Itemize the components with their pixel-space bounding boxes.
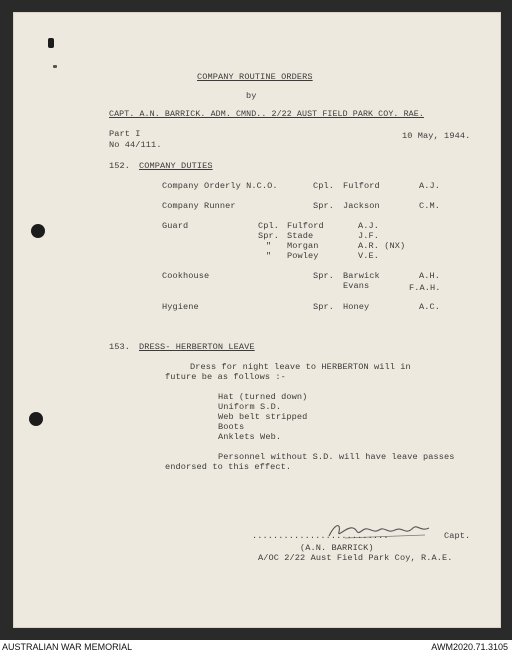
signatory-title: A/OC 2/22 Aust Field Park Coy, R.A.E. (258, 553, 453, 563)
duty-role: Company Runner (162, 201, 236, 211)
guard-initials: A.J. (358, 221, 380, 231)
signatory-name: (A.N. BARRICK) (300, 543, 374, 553)
commander-line: CAPT. A.N. BARRICK. ADM. CMND.. 2/22 AUST FIELD PARK COY. RAE. (109, 110, 424, 119)
signature-dots: .......................... (252, 531, 389, 541)
guard-name: Stade (287, 231, 314, 241)
section-153-heading: DRESS- HERBERTON LEAVE (139, 342, 255, 352)
paragraph-line: Dress for night leave to HERBERTON will in (190, 362, 411, 372)
cookhouse-role: Cookhouse (162, 271, 210, 281)
section-153-number: 153. (109, 342, 131, 352)
paragraph-line: future be as follows :- (165, 372, 286, 382)
duty-rank: Cpl. (313, 181, 335, 191)
punch-hole-top (31, 224, 45, 238)
tear-mark-small (53, 65, 57, 68)
order-date: 10 May, 1944. (402, 131, 471, 141)
guard-initials: V.E. (358, 251, 380, 261)
guard-initials: J.F. (358, 231, 380, 241)
order-number: No 44/111. (109, 140, 162, 150)
dress-item: Uniform S.D. (218, 402, 282, 412)
section-152-heading: COMPANY DUTIES (139, 161, 213, 171)
dress-item: Boots (218, 422, 245, 432)
paragraph-line: Personnel without S.D. will have leave passes (218, 452, 455, 462)
guard-name: Powley (287, 251, 319, 261)
duty-rank: Spr. (313, 201, 335, 211)
document-title: COMPANY ROUTINE ORDERS (197, 72, 313, 82)
guard-rank: Cpl. (258, 221, 280, 231)
by-line: by (246, 91, 257, 101)
duty-initials: C.M. (419, 201, 441, 211)
paragraph-line: endorsed to this effect. (165, 462, 292, 472)
guard-rank: " (266, 251, 272, 261)
signature-rank: Capt. (444, 531, 471, 541)
hygiene-initials: A.C. (419, 302, 441, 312)
dress-item: Anklets Web. (218, 432, 282, 442)
cookhouse-initials: A.H. (419, 271, 441, 281)
hygiene-role: Hygiene (162, 302, 199, 312)
hygiene-rank: Spr. (313, 302, 335, 312)
duty-initials: A.J. (419, 181, 441, 191)
guard-role: Guard (162, 221, 189, 231)
cookhouse-rank: Spr. (313, 271, 335, 281)
dress-item: Hat (turned down) (218, 392, 308, 402)
duty-name: Jackson (343, 201, 380, 211)
part-label: Part I (109, 129, 141, 139)
duty-name: Fulford (343, 181, 380, 191)
guard-name: Fulford (287, 221, 324, 231)
guard-name: Morgan (287, 241, 319, 251)
footer-institution: AUSTRALIAN WAR MEMORIAL (2, 642, 133, 652)
cookhouse-initials: F.A.H. (409, 283, 441, 293)
tear-mark (48, 38, 54, 48)
guard-initials: A.R. (NX) (358, 241, 406, 251)
guard-rank: " (266, 241, 272, 251)
guard-rank: Spr. (258, 231, 280, 241)
footer-accession-number: AWM2020.71.3105 (431, 642, 508, 652)
section-152-number: 152. (109, 161, 131, 171)
dress-item: Web belt stripped (218, 412, 308, 422)
duty-role: Company Orderly N.C.O. (162, 181, 278, 191)
cookhouse-name: Evans (343, 281, 370, 291)
punch-hole-bottom (29, 412, 43, 426)
hygiene-name: Honey (343, 302, 370, 312)
cookhouse-name: Barwick (343, 271, 380, 281)
